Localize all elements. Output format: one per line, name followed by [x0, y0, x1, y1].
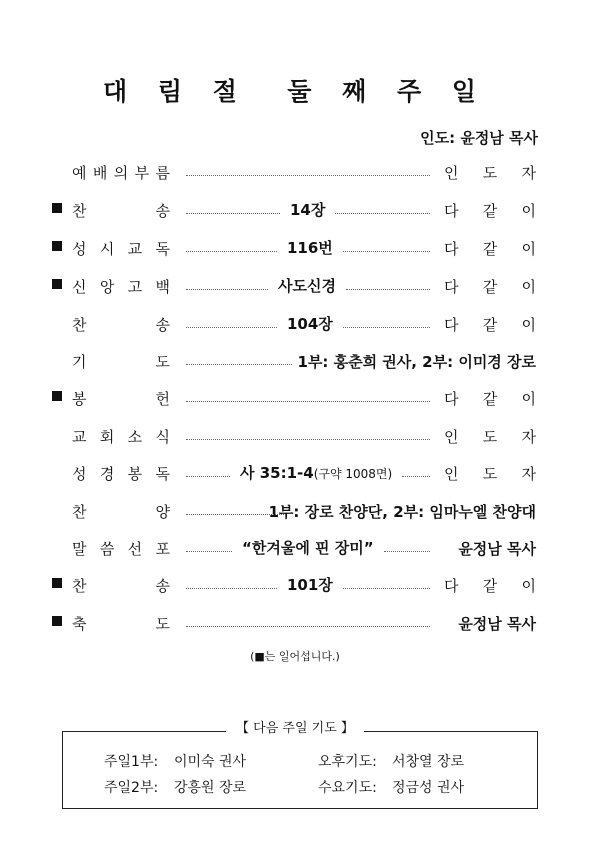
- row-label: [72, 463, 170, 484]
- row-leader: [444, 276, 536, 297]
- row-label-char: 찬: [72, 316, 87, 334]
- row-label: [72, 501, 170, 522]
- row-item-main: 104장: [287, 315, 333, 333]
- dotted-leader: [186, 401, 430, 402]
- row-item: [242, 537, 374, 558]
- row-leader-char: 같: [482, 390, 498, 408]
- row-label-char: 교: [72, 428, 87, 446]
- row-leader-char: 도: [482, 164, 498, 182]
- row-leader-char: 자: [521, 164, 536, 182]
- dotted-leader: [186, 514, 286, 515]
- row-label-char: 봉: [127, 465, 143, 483]
- worship-row: [0, 274, 590, 300]
- row-label-char: 의: [113, 164, 129, 182]
- row-label-char: 신: [72, 278, 87, 296]
- row-label-char: 교: [127, 240, 143, 258]
- row-leader: [444, 463, 536, 484]
- worship-row: [0, 312, 590, 338]
- row-leader-char: 도: [482, 465, 498, 483]
- dotted-leader: [186, 476, 230, 477]
- row-leader-char: 인: [444, 428, 459, 446]
- row-label-char: 배: [92, 164, 108, 182]
- row-leader-char: 인: [444, 164, 459, 182]
- row-item-main: 101장: [287, 576, 333, 594]
- row-label: [72, 538, 170, 559]
- prayer-role: 주일2부:: [104, 780, 159, 796]
- row-leader-char: 다: [444, 278, 459, 296]
- row-leader-char: 같: [482, 316, 498, 334]
- stand-marker-icon: [52, 391, 62, 401]
- row-leader-char: 이: [521, 240, 536, 258]
- stand-marker-icon: [52, 203, 62, 213]
- worship-row: [0, 573, 590, 599]
- prayer-role: 오후기도:: [318, 754, 377, 770]
- row-item: [287, 313, 333, 334]
- row-label-char: 축: [72, 615, 87, 633]
- dotted-leader: [186, 364, 292, 365]
- row-label: [72, 276, 170, 297]
- row-leader-text: 1부: 홍춘희 권사, 2부: 이미경 장로: [297, 353, 536, 371]
- worship-row: [0, 386, 590, 412]
- row-leader-char: 다: [444, 316, 459, 334]
- row-label-char: 찬: [72, 577, 87, 595]
- prayer-name: 서창열 장로: [392, 754, 465, 770]
- row-leader-char: 같: [482, 577, 498, 595]
- page-title: 대 림 절 둘 째 주 일: [103, 77, 487, 106]
- row-leader: [444, 426, 536, 447]
- row-leader-char: 다: [444, 202, 459, 220]
- row-label: [72, 575, 170, 596]
- row-leader-char: 이: [521, 278, 536, 296]
- dotted-leader: [343, 327, 430, 328]
- row-label-char: 양: [155, 503, 170, 521]
- row-item: [290, 199, 325, 220]
- row-label-char: 시: [99, 240, 115, 258]
- prayer-box-title: [0, 717, 590, 736]
- row-leader-char: 이: [521, 577, 536, 595]
- dotted-leader: [402, 476, 430, 477]
- dotted-leader: [335, 213, 430, 214]
- prayer-box-title-text: 【 다음 주일 기도 】: [226, 721, 364, 736]
- dotted-leader: [186, 213, 280, 214]
- worship-row: [0, 236, 590, 262]
- row-label: [72, 388, 170, 409]
- row-leader-char: 자: [521, 465, 536, 483]
- row-leader-char: 이: [521, 390, 536, 408]
- row-leader-char: 이: [521, 202, 536, 220]
- row-leader-text: 1부: 장로 찬양단, 2부: 임마누엘 찬양대: [268, 503, 536, 521]
- prayer-name: 정금성 권사: [392, 780, 465, 796]
- row-label-char: 독: [155, 465, 170, 483]
- row-label-char: 도: [155, 615, 170, 633]
- row-leader-text: 윤정남 목사: [458, 540, 536, 558]
- row-label-char: 회: [99, 428, 115, 446]
- row-label: [72, 200, 170, 221]
- row-item-extra: (구약 1008면): [313, 467, 393, 481]
- dotted-leader: [186, 327, 277, 328]
- row-leader-char: 다: [444, 240, 459, 258]
- row-label-char: 도: [155, 353, 170, 371]
- row-label-char: 름: [155, 164, 170, 182]
- prayer-role: 수요기도:: [318, 780, 377, 796]
- dotted-leader: [186, 551, 232, 552]
- row-label-char: 송: [155, 202, 170, 220]
- row-leader-char: 자: [521, 428, 536, 446]
- row-label-char: 식: [155, 428, 170, 446]
- row-label: [72, 613, 170, 634]
- row-label-char: 선: [127, 540, 143, 558]
- row-label-char: 찬: [72, 202, 87, 220]
- dotted-leader: [186, 251, 277, 252]
- row-leader-char: 도: [482, 428, 498, 446]
- presider-line: 인도: 윤정남 목사: [420, 129, 538, 147]
- standing-note: (■는 일어섭니다.): [250, 650, 340, 663]
- dotted-leader: [343, 251, 430, 252]
- row-label-char: 말: [72, 540, 87, 558]
- row-leader: [444, 314, 536, 335]
- row-label-char: 송: [155, 316, 170, 334]
- row-leader-char: 같: [482, 202, 498, 220]
- dotted-leader: [346, 289, 430, 290]
- row-leader: [444, 200, 536, 221]
- worship-row: [0, 611, 590, 637]
- row-label-char: 예: [72, 164, 87, 182]
- row-label-char: 헌: [155, 390, 170, 408]
- row-label-char: 앙: [99, 278, 115, 296]
- row-label: [72, 426, 170, 447]
- prayer-name: 이미숙 권사: [174, 754, 247, 770]
- row-item: [287, 574, 333, 595]
- worship-row: [0, 461, 590, 487]
- row-label-char: 부: [134, 164, 150, 182]
- row-leader-char: 다: [444, 390, 459, 408]
- row-item-main: 사도신경: [278, 277, 336, 295]
- row-item: [287, 237, 333, 258]
- row-label: [72, 162, 170, 183]
- worship-row: [0, 160, 590, 186]
- row-leader: [444, 388, 536, 409]
- row-leader-text: 윤정남 목사: [458, 615, 536, 633]
- worship-row: [0, 198, 590, 224]
- stand-marker-icon: [52, 279, 62, 289]
- dotted-leader: [186, 289, 268, 290]
- row-label: [72, 314, 170, 335]
- stand-marker-icon: [52, 616, 62, 626]
- row-item-main: “한겨울에 핀 장미”: [242, 539, 374, 557]
- row-label-char: 백: [155, 278, 170, 296]
- row-label-char: 포: [155, 540, 170, 558]
- row-label-char: 소: [127, 428, 143, 446]
- row-item-main: 116번: [287, 239, 333, 257]
- row-label-char: 경: [99, 465, 115, 483]
- row-label-char: 기: [72, 353, 87, 371]
- dotted-leader: [343, 588, 430, 589]
- row-label-char: 고: [127, 278, 143, 296]
- row-label-char: 찬: [72, 503, 87, 521]
- stand-marker-icon: [52, 578, 62, 588]
- worship-row: [0, 499, 590, 525]
- dotted-leader: [384, 551, 430, 552]
- row-label-char: 봉: [72, 390, 87, 408]
- row-item: [240, 462, 392, 483]
- row-label-char: 성: [72, 240, 87, 258]
- dotted-leader: [186, 626, 430, 627]
- row-leader: [444, 238, 536, 259]
- row-item-main: 14장: [290, 201, 326, 219]
- row-leader: [444, 162, 536, 183]
- row-leader-char: 같: [482, 278, 498, 296]
- prayer-role: 주일1부:: [104, 754, 159, 770]
- row-label-char: 씀: [99, 540, 115, 558]
- row-label-char: 성: [72, 465, 87, 483]
- row-leader-char: 같: [482, 240, 498, 258]
- row-leader-char: 이: [521, 316, 536, 334]
- prayer-name: 강흥원 장로: [174, 780, 247, 796]
- row-label: [72, 238, 170, 259]
- row-item: [278, 275, 336, 296]
- worship-row: [0, 536, 590, 562]
- row-label-char: 독: [155, 240, 170, 258]
- dotted-leader: [186, 439, 430, 440]
- dotted-leader: [186, 175, 430, 176]
- stand-marker-icon: [52, 241, 62, 251]
- row-label-char: 송: [155, 577, 170, 595]
- worship-row: [0, 349, 590, 375]
- row-leader-char: 다: [444, 577, 459, 595]
- row-leader-char: 인: [444, 465, 459, 483]
- row-leader: [444, 575, 536, 596]
- row-label: [72, 351, 170, 372]
- row-item-main: 사 35:1-4: [240, 464, 314, 482]
- worship-row: [0, 424, 590, 450]
- dotted-leader: [186, 588, 277, 589]
